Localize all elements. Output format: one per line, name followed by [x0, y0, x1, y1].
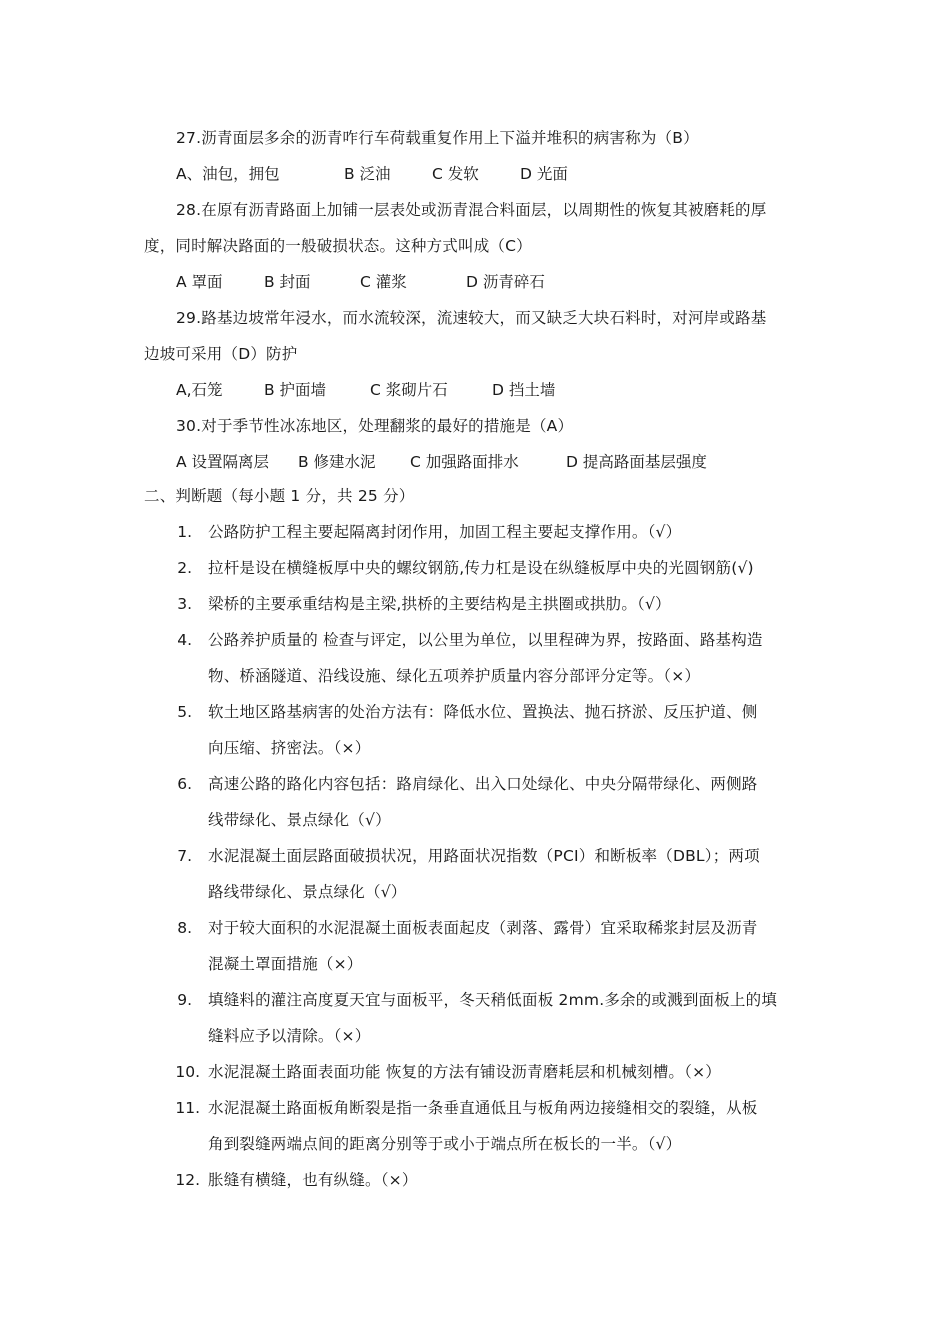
- q27-option-a: A、油包，拥包: [176, 165, 280, 183]
- tf-item-4-text-line-1: 公路养护质量的 检查与评定，以公里为单位，以里程碑为界，按路面、路基构造: [208, 631, 763, 649]
- tf-item-11-text-line-1: 水泥混凝土路面板角断裂是指一条垂直通低且与板角两边接缝相交的裂缝，从板: [208, 1099, 758, 1117]
- q28-option-d: D 沥青碎石: [466, 273, 545, 291]
- q27-option-d: D 光面: [520, 165, 568, 183]
- question-29-stem-line-1: 29.路基边坡常年浸水，而水流较深，流速较大，而又缺乏大块石料时，对河岸或路基: [176, 309, 767, 327]
- tf-item-7-text-line-2: 路线带绿化、景点绿化（√）: [208, 883, 407, 901]
- q29-option-d: D 挡土墙: [492, 381, 556, 399]
- tf-item-12-text: 胀缝有横缝，也有纵缝。（×）: [208, 1171, 418, 1189]
- tf-item-1-text: 公路防护工程主要起隔离封闭作用，加固工程主要起支撑作用。（√）: [208, 523, 682, 541]
- q30-option-d: D 提高路面基层强度: [566, 453, 707, 471]
- tf-item-4-text-line-2: 物、桥涵隧道、沿线设施、绿化五项养护质量内容分部评分定等。（×）: [208, 667, 701, 685]
- q30-option-a: A 设置隔离层: [176, 453, 270, 471]
- tf-item-5-text-line-2: 向压缩、挤密法。（×）: [208, 739, 371, 757]
- tf-item-7-text-line-1: 水泥混凝土面层路面破损状况，用路面状况指数（PCI）和断板率（DBL）；两项: [208, 847, 760, 865]
- q29-option-b: B 护面墙: [264, 381, 327, 399]
- tf-item-5-number: 5.: [177, 703, 192, 721]
- q29-option-c: C 浆砌片石: [370, 381, 448, 399]
- tf-item-10-number: 10.: [175, 1063, 200, 1081]
- tf-item-7-number: 7.: [177, 847, 192, 865]
- q28-option-a: A 罩面: [176, 273, 223, 291]
- q27-option-c: C 发软: [432, 165, 479, 183]
- question-28-stem-line-1: 28.在原有沥青路面上加铺一层表处或沥青混合料面层，以周期性的恢复其被磨耗的厚: [176, 201, 767, 219]
- tf-item-6-text-line-1: 高速公路的路化内容包括：路肩绿化、出入口处绿化、中央分隔带绿化、两侧路: [208, 775, 758, 793]
- tf-item-3-text: 梁桥的主要承重结构是主梁,拱桥的主要结构是主拱圈或拱肋。（√）: [208, 595, 671, 613]
- tf-item-11-number: 11.: [175, 1099, 200, 1117]
- q28-option-c: C 灌浆: [360, 273, 407, 291]
- tf-item-11-text-line-2: 角到裂缝两端点间的距离分别等于或小于端点所在板长的一半。（√）: [208, 1135, 682, 1153]
- tf-item-8-number: 8.: [177, 919, 192, 937]
- q28-option-b: B 封面: [264, 273, 311, 291]
- tf-item-9-text-line-1: 填缝料的灌注高度夏天宜与面板平，冬天稍低面板 2mm.多余的或溅到面板上的填: [208, 991, 778, 1009]
- tf-item-9-text-line-2: 缝料应予以清除。（×）: [208, 1027, 371, 1045]
- tf-item-6-number: 6.: [177, 775, 192, 793]
- tf-item-12-number: 12.: [175, 1171, 200, 1189]
- section-2-heading: 二、判断题（每小题 1 分，共 25 分）: [144, 487, 415, 505]
- q27-option-b: B 泛油: [344, 165, 391, 183]
- tf-item-4-number: 4.: [177, 631, 192, 649]
- tf-item-8-text-line-1: 对于较大面积的水泥混凝土面板表面起皮（剥落、露骨）宜采取稀浆封层及沥青: [208, 919, 758, 937]
- question-28-stem-line-2: 度，同时解决路面的一般破损状态。这种方式叫成（C）: [144, 237, 532, 255]
- q30-option-c: C 加强路面排水: [410, 453, 519, 471]
- tf-item-6-text-line-2: 线带绿化、景点绿化（√）: [208, 811, 391, 829]
- q29-option-a: A,石笼: [176, 381, 223, 399]
- tf-item-3-number: 3.: [177, 595, 192, 613]
- tf-item-2-number: 2.: [177, 559, 192, 577]
- tf-item-10-text: 水泥混凝土路面表面功能 恢复的方法有铺设沥青磨耗层和机械刻槽。（×）: [208, 1063, 721, 1081]
- tf-item-1-number: 1.: [177, 523, 192, 541]
- tf-item-8-text-line-2: 混凝土罩面措施（×）: [208, 955, 363, 973]
- question-30-stem: 30.对于季节性冰冻地区，处理翻浆的最好的措施是（A）: [176, 417, 574, 435]
- q30-option-b: B 修建水泥: [298, 453, 376, 471]
- question-29-stem-line-2: 边坡可采用（D）防护: [144, 345, 298, 363]
- tf-item-9-number: 9.: [177, 991, 192, 1009]
- tf-item-5-text-line-1: 软土地区路基病害的处治方法有：降低水位、置换法、抛石挤淤、反压护道、侧: [208, 703, 758, 721]
- question-27-stem: 27.沥青面层多余的沥青咋行车荷载重复作用上下溢并堆积的病害称为（B）: [176, 129, 699, 147]
- tf-item-2-text: 拉杆是设在横缝板厚中央的螺纹钢筋,传力杠是设在纵缝板厚中央的光圆钢筋(√): [208, 559, 754, 577]
